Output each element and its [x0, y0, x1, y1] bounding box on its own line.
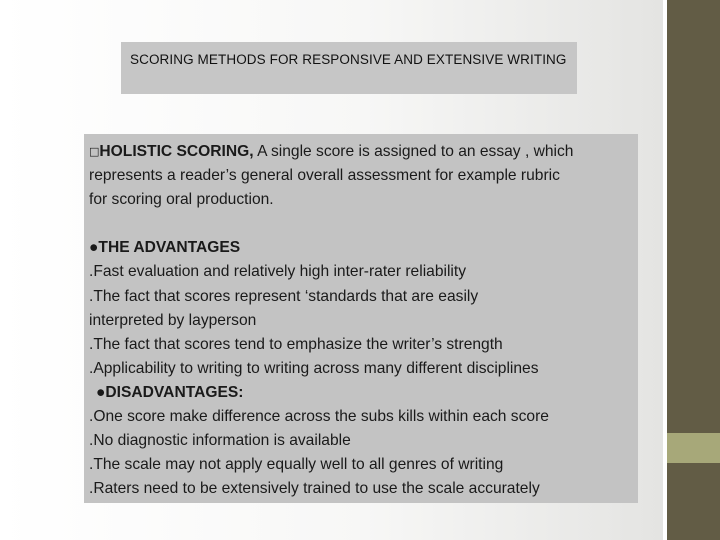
advantages-item: .Fast evaluation and relatively high inter-rater reliability: [89, 263, 467, 281]
advantages-item: .Applicability to writing to writing across many different disciplines: [89, 359, 539, 377]
checkbox-marker-icon: □: [89, 145, 100, 158]
holistic-definition-line2: represents a reader’s general overall assessment for example rubric: [89, 167, 560, 185]
disadvantages-item: .Raters need to be extensively trained to use the scale accurately: [89, 480, 540, 498]
holistic-heading: HOLISTIC SCORING,: [99, 143, 254, 160]
advantages-item: interpreted by layperson: [89, 311, 257, 329]
sidebar-bar-bottom: [667, 463, 720, 540]
disadvantages-item: .One score make difference across the subs kills within each score: [89, 408, 549, 426]
disadvantages-item: .The scale may not apply equally well to all genres of writing: [89, 456, 504, 474]
advantages-item: .The fact that scores tend to emphasize the writer’s strength: [89, 335, 503, 353]
sidebar-bar-accent: [667, 433, 720, 463]
holistic-definition-line3: for scoring oral production.: [89, 191, 274, 209]
spacer: [89, 212, 635, 236]
disadvantages-heading: ●DISADVANTAGES:: [96, 383, 244, 401]
holistic-definition-line1: [89, 140, 635, 164]
content-box: [84, 134, 638, 503]
slide-title: SCORING METHODS FOR RESPONSIVE AND EXTENSIVE WRITING: [121, 42, 577, 94]
disadvantages-item: .No diagnostic information is available: [89, 432, 351, 450]
advantages-item: .The fact that scores represent ‘standards that are easily: [89, 287, 479, 305]
holistic-definition-text: A single score is assigned to an essay , which: [253, 143, 574, 160]
sidebar-bar-top: [667, 0, 720, 433]
advantages-heading: ●THE ADVANTAGES: [89, 239, 241, 257]
